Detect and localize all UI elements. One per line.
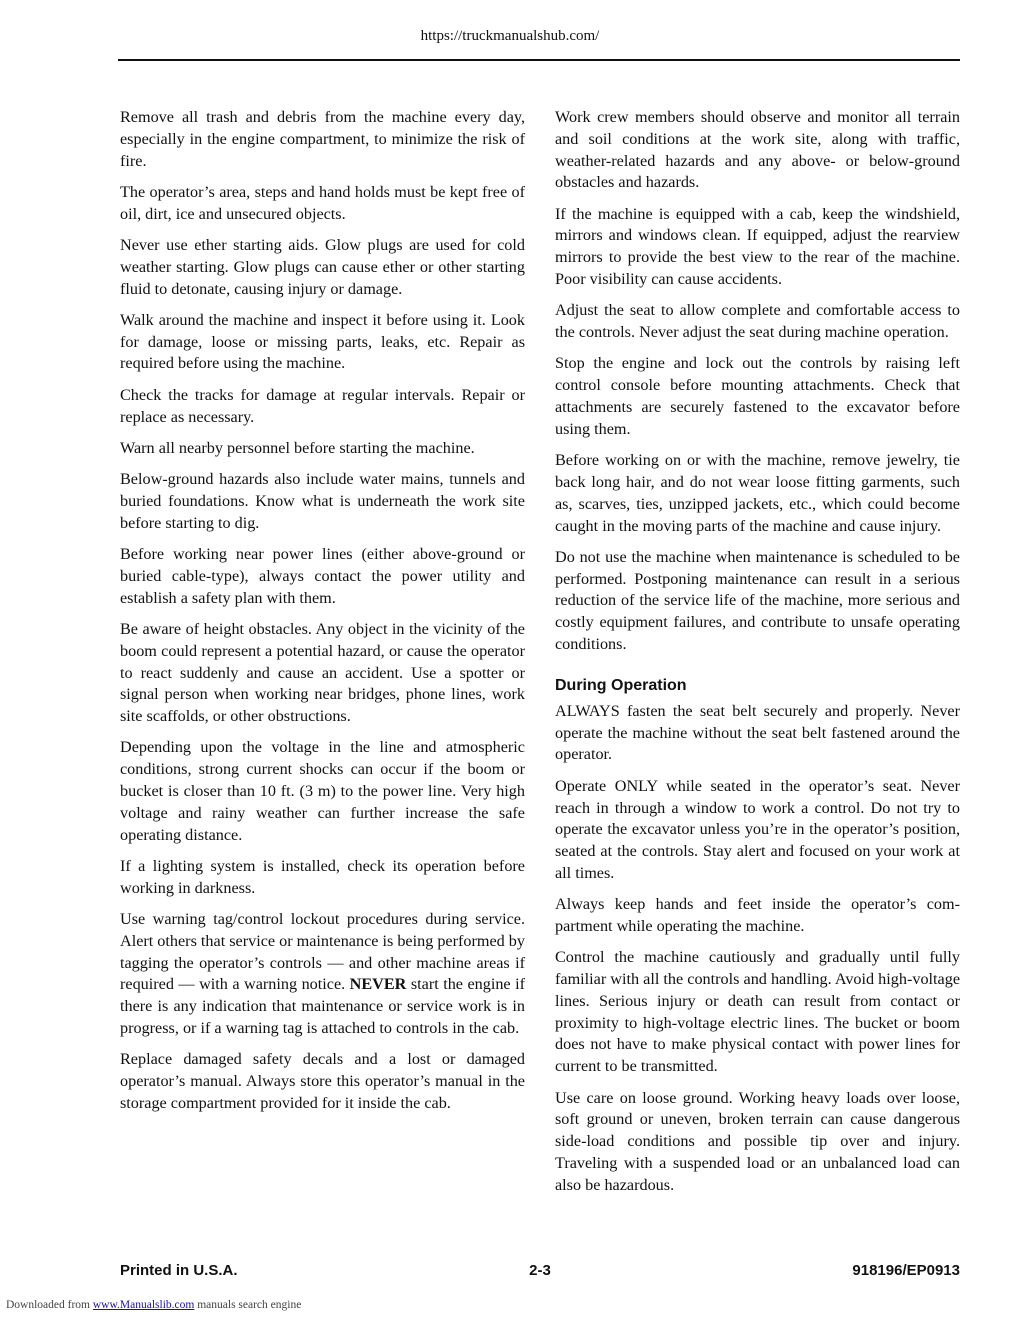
lockout-text-before: Use warning tag/control lockout procedures during service. Alert others that service or maintenance is being performed by tagging the operator’s controls — and other machine areas if required — with a warning notice. [120, 910, 525, 994]
paragraph: Below-ground hazards also include water mains, tunnels and buried foundations. Know what is underneath the work site before starting to dig. [120, 470, 525, 532]
paragraph: Before working near power lines (either above-ground or buried cable-type), always contact the power utility and establish a safety plan with them. [120, 545, 525, 607]
paragraph: Adjust the seat to allow complete and comfortable access to the controls. Never adjust the seat during machine operation. [555, 301, 960, 342]
download-prefix: Downloaded from [6, 1299, 93, 1311]
paragraph: Be aware of height obstacles. Any object in the vicinity of the boom could represent a potential hazard, or cause the operator to react suddenly and cause an accident. Use a spotter or signal person when working near bridges, phone lines, work site scaffolds, or other obstructions. [120, 619, 525, 726]
paragraph: Check the tracks for damage at regular intervals. Repair or replace as necessary. [120, 385, 525, 426]
paragraph: Operate ONLY while seated in the operator’s seat. Never reach in through a window to work a control. Do not try to operate the excavator unless you’re in the operator’s position, seated at the controls. Stay alert and focused on your work at all times. [555, 776, 960, 882]
never-emphasis: NEVER [349, 975, 407, 994]
paragraph: Stop the engine and lock out the controls by raising left control console before mounting attachments. Check that attachments are securely fastened to the excavator before using them. [555, 354, 960, 438]
paragraph: The operator’s area, steps and hand holds must be kept free of oil, dirt, ice and unsecured objects. [120, 182, 525, 223]
paragraph: If the machine is equipped with a cab, keep the windshield, mirrors and windows clean. If equipped, adjust the rearview mirrors to provide the best view to the rear of the machine. Poor visibility can cause accidents. [555, 204, 960, 289]
paragraph: ALWAYS fasten the seat belt securely and properly. Never operate the machine without the seat belt fastened around the operator. [555, 701, 960, 764]
download-suffix: manuals search engine [194, 1299, 302, 1311]
paragraph: Never use ether starting aids. Glow plugs are used for cold weather starting. Glow plugs can cause ether or other starting fluid to detonate, causing injury or damage. [120, 235, 525, 298]
paragraph: If a lighting system is installed, check its operation before working in darkness. [120, 856, 525, 897]
download-note [6, 1299, 301, 1311]
section-heading: During Operation [555, 676, 687, 694]
manualslib-link[interactable]: www.Manualslib.com [92, 1299, 195, 1311]
left-column [120, 107, 525, 1124]
paragraph: Control the machine cautiously and gradually until fully familiar with all the controls and handling. Avoid high-voltage lines. Serious injury or death can result from contact or proximity to high-voltage electric lines. The bucket or boom does not have to make physical contact with power lines for current to be transmitted. [555, 948, 960, 1076]
paragraph: Before working on or with the machine, remove jewelry, tie back long hair, and do not wear loose fitting garments, such as, scarves, ties, unzipped jackets, etc., which could become caught in the moving parts of the machine and cause injury. [555, 451, 960, 535]
footer-page-number: 2-3 [529, 1262, 551, 1279]
paragraph: Replace damaged safety decals and a lost or damaged operator’s manual. Always store this operator’s manual in the storage compartment provided for it inside the cab. [120, 1050, 525, 1112]
lockout-text-after: start the engine if there is any indication that maintenance or service work is in progress, or if a warning tag is attached to controls in the cab. [120, 975, 525, 1037]
right-column [555, 107, 960, 1206]
paragraph: Warn all nearby personnel before starting the machine. [120, 438, 475, 457]
header-rule [118, 59, 960, 61]
paragraph: Do not use the machine when maintenance is scheduled to be performed. Postponing maintenance can result in a serious reduction of the service life of the machine, more serious and costly equipment failures, and contribute to unsafe operating conditions. [555, 547, 960, 654]
header-url: https://truckmanualshub.com/ [420, 28, 600, 44]
paragraph: Work crew members should observe and monitor all terrain and soil conditions at the work site, along with traffic, weather-related hazards and any above- or below-ground obstacles and hazards. [555, 108, 960, 192]
paragraph: Walk around the machine and inspect it before using it. Look for damage, loose or missing parts, leaks, etc. Repair as required before using the machine. [120, 310, 525, 373]
footer-printed: Printed in U.S.A. [120, 1262, 238, 1279]
paragraph: Use care on loose ground. Working heavy loads over loose, soft ground or uneven, broken terrain can cause dangerous side-load conditions and possible tip over and injury. Traveling with a suspended load or an unbalanced load can also be hazardous. [555, 1088, 960, 1194]
paragraph: Remove all trash and debris from the machine every day, especially in the engine compartment, to minimize the risk of fire. [120, 108, 525, 170]
paragraph: Always keep hands and feet inside the operator’s compartment while operating the machine. [555, 895, 960, 935]
paragraph: Depending upon the voltage in the line and atmospheric conditions, strong current shocks can occur if the boom or bucket is closer than 10 ft. (3 m) to the power line. Very high voltage and rainy weather can further increase the safe operating distance. [120, 738, 525, 844]
lockout-paragraph [120, 909, 525, 1040]
footer-doc-number: 918196/EP0913 [852, 1262, 960, 1279]
